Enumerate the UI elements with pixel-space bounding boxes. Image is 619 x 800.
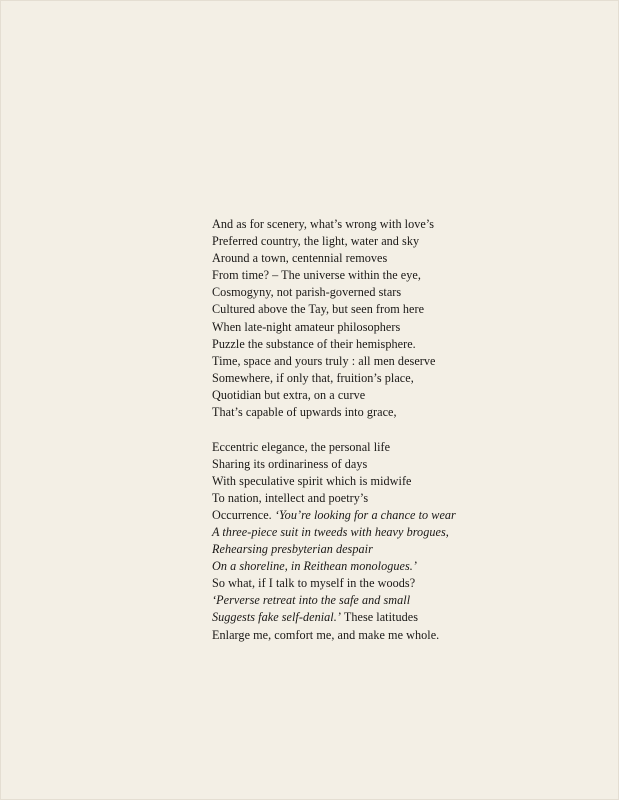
poem-line-italic-part: ‘You’re looking for a chance to wear <box>274 507 456 522</box>
poem-line: Time, space and yours truly : all men deserve <box>212 353 436 368</box>
poem-line-italic-part: Suggests fake self-denial.’ <box>212 610 341 625</box>
poem-line-italic: ‘Perverse retreat into the safe and small <box>212 593 411 608</box>
stanza-2 <box>212 439 592 644</box>
poem-line-italic: Rehearsing presbyterian despair <box>212 542 373 557</box>
poem-line: Quotidian but extra, on a curve <box>212 387 366 402</box>
poem-line-roman-part: These latitudes <box>343 610 419 625</box>
poem-line: Puzzle the substance of their hemisphere. <box>212 336 416 351</box>
poem-line: And as for scenery, what’s wrong with love’s <box>212 217 435 231</box>
poem-line-roman-part: Occurrence. <box>212 507 272 522</box>
poem-line-italic: A three-piece suit in tweeds with heavy brogues, <box>212 524 449 539</box>
poem-line: Eccentric elegance, the personal life <box>212 439 391 454</box>
poem-line: Preferred country, the light, water and sky <box>212 234 420 249</box>
poem-line: To nation, intellect and poetry’s <box>212 490 369 505</box>
poem-line: When late-night amateur philosophers <box>212 319 401 334</box>
poem-line: Around a town, centennial removes <box>212 251 388 266</box>
poem-line: Enlarge me, comfort me, and make me whole. <box>212 627 440 642</box>
poem-line-italic: On a shoreline, in Reithean monologues.’ <box>212 559 417 574</box>
poem-line: That’s capable of upwards into grace, <box>212 405 397 420</box>
poem-line: From time? – The universe within the eye, <box>212 268 421 283</box>
stanza-1 <box>212 216 592 421</box>
poem-line: Somewhere, if only that, fruition’s place, <box>212 370 414 385</box>
poem-line: Cosmogyny, not parish-governed stars <box>212 285 402 300</box>
poem-text <box>212 216 592 644</box>
poem-line: Sharing its ordinariness of days <box>212 456 368 471</box>
poem-line-mixed <box>212 507 592 524</box>
poem-line: So what, if I talk to myself in the woods? <box>212 576 416 591</box>
poem-line: With speculative spirit which is midwife <box>212 473 412 488</box>
poem-line-mixed <box>212 609 592 626</box>
poem-line: Cultured above the Tay, but seen from here <box>212 302 425 317</box>
